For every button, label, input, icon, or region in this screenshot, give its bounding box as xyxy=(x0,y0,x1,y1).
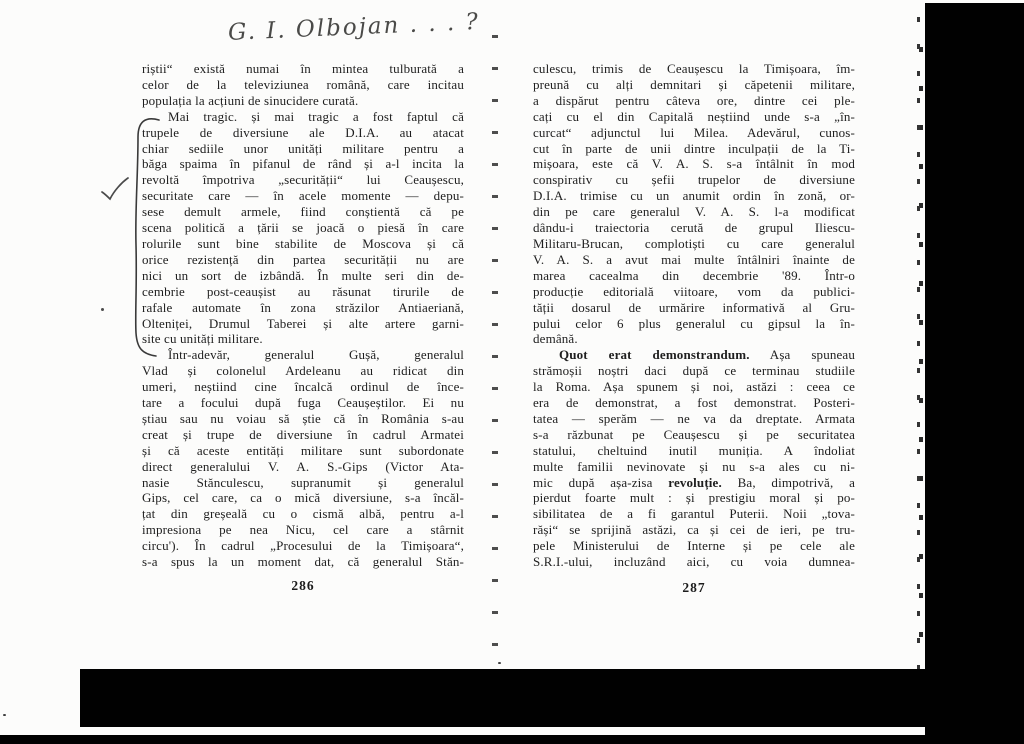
text-segment: mic după așa-zisa xyxy=(533,474,669,490)
text-line: populația la acțiuni de sinucidere curată. xyxy=(142,92,359,108)
text-segment: Ba, dimpotrivă, a xyxy=(721,474,855,490)
text-line: pierdut foarte mult : și prestigiu moral și po- xyxy=(533,490,855,506)
text-line: strămoșii noștri daci după ce terminau studiile xyxy=(533,363,855,379)
text-line: s-a răzbunat pe Ceaușescu și pe securitatea xyxy=(533,426,855,442)
text-line: scena politică a țării se joacă o piesă în care xyxy=(142,220,464,236)
text-line: securitate care — în acele momente — depu- xyxy=(142,188,464,204)
text-line: trupele de diversiune ale D.I.A. au atacat xyxy=(142,124,464,140)
text-line: producție editorială viitoare, vom da publici- xyxy=(533,283,855,299)
left-page-number: 286 xyxy=(291,578,315,593)
text-line: orice rezistență din partea securității nu are xyxy=(142,251,464,267)
adjacent-page-edge-text xyxy=(915,4,924,730)
text-line: revoltă împotriva „securității“ lui Ceaușescu, xyxy=(142,172,464,188)
text-line: Vlad și colonelul Ardeleanu au ridicat din xyxy=(142,363,464,379)
text-line: demână. xyxy=(533,331,578,347)
text-line: preună cu alți demnitari și căpetenii militare, xyxy=(533,76,855,92)
text-line: pele Ministerului de Interne și pe cele ale xyxy=(533,538,855,554)
text-line: s-a spus la un moment dat, că generalul Stăn- xyxy=(142,554,464,570)
text-line: era de demonstrat, a fost demonstrat. Posteri- xyxy=(533,395,855,411)
text-line: direct generalului V. A. S.-Gips (Victor Ata- xyxy=(142,458,464,474)
text-line: sese demult armele, fiind conștientă că pe xyxy=(142,204,464,220)
text-line: mișoara, este că V. A. S. s-a întâlnit în mod xyxy=(533,156,855,172)
text-line: răși“ se sprijină astăzi, ca și cei de ieri, pe tru- xyxy=(533,522,855,538)
text-line: circu'). În cadrul „Procesului de la Timișoara“, xyxy=(142,538,464,554)
text-line: la Roma. Așa spunem și noi, astăzi : ceea ce xyxy=(533,379,855,395)
bold-text-segment: Quot erat demonstrandum. xyxy=(559,347,750,363)
text-line: curcat“ adjunctul lui Milea. Adevărul, cunos- xyxy=(533,124,855,140)
text-line: D.I.A. trimise cu un anumit ordin în zonă, or- xyxy=(533,188,855,204)
text-line: marea cacealma din decembrie '89. Într-o xyxy=(533,267,855,283)
text-line: băga spaima în pifanul de rând și a-l incita la xyxy=(142,156,464,172)
text-line: nasie Stănculescu, supranumit și generalul xyxy=(142,474,464,490)
right-page-number: 287 xyxy=(682,580,706,595)
text-line: Gips, cel care, ca o mică diversiune, s-a încăl- xyxy=(142,490,464,506)
text-line: impresiona pe nea Nicu, cel care a stârnit xyxy=(142,522,464,538)
text-line: creat și trupe de diversiune în cadrul Armatei xyxy=(142,426,464,442)
text-line: tatea — sperăm — ne va da dreptate. Armata xyxy=(533,410,855,426)
checkmark-icon xyxy=(100,176,130,204)
bold-text-segment: revoluție. xyxy=(668,474,722,490)
text-line: site cu unități militare. xyxy=(142,331,263,347)
page-fold-gutter xyxy=(492,6,498,666)
scan-speck xyxy=(498,662,501,664)
text-line: Militaru-Brucan, complotiști cu care generalul xyxy=(533,235,855,251)
text-line: rafale automate în zona străzilor Antiaeriană, xyxy=(142,299,464,315)
text-line: țat din greșeală cu o cismă albă, pentru a-l xyxy=(142,506,464,522)
right-page-text xyxy=(533,61,855,570)
scan-speck xyxy=(3,714,6,716)
text-line: tare a focului după fuga Ceaușeștilor. Ei nu xyxy=(142,395,464,411)
left-page-text xyxy=(142,61,464,570)
text-line xyxy=(533,347,855,363)
text-line: V. A. S. a avut mai multe întâlniri înainte de xyxy=(533,251,855,267)
handwritten-note: G. I. Olbojan . . . ? xyxy=(227,8,481,46)
text-line xyxy=(533,475,855,491)
text-line: chiar sediile unor unități militare pentru a xyxy=(142,140,464,156)
text-line: conspirativ cu șefii trupelor de diversiune xyxy=(533,172,855,188)
text-line: riștii“ există numai în mintea tulburată a xyxy=(142,61,464,76)
text-line: S.R.I.-ului, incluzând aici, cu voia dumnea- xyxy=(533,554,855,570)
scan-black-bottom-bar xyxy=(0,735,1024,744)
text-line: știau sau nu voiau să știe că în România s-au xyxy=(142,410,464,426)
text-line: umeri, neștiind cine încalcă ordinul de înce- xyxy=(142,379,464,395)
text-line: din pe care generalul V. A. S. l-a modificat xyxy=(533,204,855,220)
text-line: dându-i traiectoria cerută de grupul Iliescu- xyxy=(533,220,855,236)
text-line: Într-adevăr, generalul Gușă, generalul xyxy=(168,347,464,363)
text-line: cembrie post-ceaușist au răsunat tirurile de xyxy=(142,283,464,299)
text-line: celor de la televiziunea română, care incitau xyxy=(142,76,464,92)
scan-black-edge-right xyxy=(925,3,1024,744)
scan-black-bottom-region xyxy=(80,669,1024,727)
text-line: cați cu el din Capitală neștiind unde s-a „în- xyxy=(533,108,855,124)
text-line: și că aceste entități militare sunt subordonate xyxy=(142,442,464,458)
text-line: rolurile sunt bine stabilite de Moscova și că xyxy=(142,235,464,251)
text-line: multe familii nevinovate și nu s-a ales cu ni- xyxy=(533,458,855,474)
text-line: statului, cheltuind inutil muniția. A îndoliat xyxy=(533,442,855,458)
text-line: a dispărut pentru câteva ore, dintre cei ple- xyxy=(533,92,855,108)
text-line: tății dosarul de urmărire informativă al Gru- xyxy=(533,299,855,315)
text-line: cut în parte de unii dintre inculpații de la Ti- xyxy=(533,140,855,156)
text-line: pului celor 6 plus generalul cu gipsul la în- xyxy=(533,315,855,331)
text-line: Mai tragic. și mai tragic a fost faptul că xyxy=(168,108,464,124)
text-line: culescu, trimis de Ceaușescu la Timișoara, îm- xyxy=(533,61,855,76)
text-line: nici un sort de izbândă. În multe seri din de- xyxy=(142,267,464,283)
pencil-dot-annotation xyxy=(101,308,104,311)
text-line: sibilitatea de a fi garantul Puterii. Noii „tova- xyxy=(533,506,855,522)
text-segment: Așa spuneau xyxy=(749,347,855,363)
text-line: Olteniței, Drumul Taberei și alte artere garni- xyxy=(142,315,464,331)
